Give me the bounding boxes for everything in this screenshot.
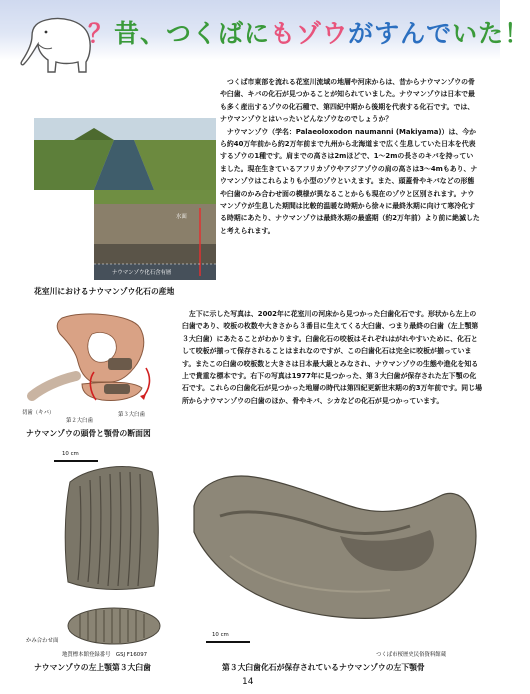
page-number: 14 <box>242 677 254 687</box>
page-title <box>88 14 530 50</box>
title-part: がすんで <box>348 19 453 48</box>
tusk-label: 切歯（キバ） <box>22 410 55 416</box>
intro-paragraph-1: つくば市東部を流れる花室川流域の地層や河床からは、昔からナウマンゾウの骨や臼歯、キバの化石が見つかることが知られていました。ナウマンゾウは日本で最も多く産出するゾウの化石種で、第四紀中期から後期を代表する化石です。では、ナウマンゾウとはいったいどんなゾウなのでしょうか？ <box>220 78 475 124</box>
molar-caption: ナウマンゾウの左上顎第３大臼歯 <box>34 663 151 672</box>
photo-caption: 花室川におけるナウマンゾウ化石の産地 <box>34 287 175 296</box>
registration-number: 地質標本館登録番号 GSJ F16097 <box>62 652 148 658</box>
diagram-caption: ナウマンゾウの頭骨と顎骨の断面図 <box>26 429 151 438</box>
elephant-icon <box>16 14 96 76</box>
scale-label: 10 cm <box>212 632 229 638</box>
fossil-layer-photo <box>94 190 216 280</box>
title-part: 昔、 <box>114 19 167 48</box>
occlusal-photo <box>66 606 162 646</box>
jaw-photo <box>190 466 480 626</box>
molar3-label: 第３大臼歯 <box>118 412 145 418</box>
body-text <box>182 308 482 407</box>
owner-credit: つくば市桜歴史民俗資料館蔵 <box>376 652 447 658</box>
river-photo <box>34 118 216 190</box>
title-part: いた！ <box>452 19 530 48</box>
scale-label: 10 cm <box>62 451 79 457</box>
intro-paragraph-2: ナウマンゾウ（学名：Palaeoloxodon naumanni (Makiyama)）は、今から約40万年前から約2万年前まで九州から北海道まで広く生息していた日本を代表するゾウの1種です。肩までの高さは2mほどで、1〜2mの長さのキバを持っていました。現在生きているアフリカゾウやアジアゾウの肩の高さは3〜4mもあり、ナウマンゾウはこれらよりも小型のゾウといえます。また、頭蓋骨やキバなどの形態や臼歯のかみ合わせ面の模様が異なることからも現在のゾウと区別されます。ナウマンゾウが生息した期間は比較的温暖な時期から徐々に最終氷期に向けて寒冷化する時期にあたり、ナウマンゾウは最終氷期の最盛期（約2万年前）より前に絶滅したと考えられます。 <box>220 127 480 235</box>
molar2-label: 第２大臼歯 <box>66 418 93 424</box>
water-level-label: 水面 <box>176 214 187 220</box>
body-paragraph: 左下に示した写真は、2002年に花室川の河床から見つかった臼歯化石です。形状から左上の臼歯であり、咬板の枚数や大きさから３番目に生えてくる大臼歯、つまり最終の臼歯（左上顎第３大臼歯）にあたることがわかります。臼歯化石の咬板はそれぞれはがれやすいために、化石として咬板が揃って保存されることはまれなのですが、この臼歯化石は完全に咬板が揃っています。またこの臼歯の咬板数と大きさは日本最大級とみなされ、ナウマンゾウの生態や進化を知る上で貴重な標本です。右下の写真は1977年に見つかった、第３大臼歯が保存された左下顎の化石です。これらの臼歯化石が見つかった地層の時代は第四紀更新世末期の約3万年前です。同じ場所からナウマンゾウの臼歯のほか、骨やキバ、シカなどの化石が見つかっています。 <box>182 310 482 405</box>
scale-bar <box>206 641 250 643</box>
title-part: ゾウ <box>296 19 349 48</box>
occlusal-label: かみ合わせ面 <box>26 638 59 644</box>
molar-photo <box>60 462 164 592</box>
jaw-caption: 第３大臼歯化石が保存されているナウマンゾウの左下顎骨 <box>222 663 425 672</box>
skull-diagram <box>22 312 180 406</box>
title-part: つくばに <box>166 19 271 48</box>
title-question-mark: ？ <box>88 19 115 48</box>
intro-text <box>220 76 480 237</box>
fossil-layer-label: ナウマンゾウ化石含有層 <box>112 270 172 276</box>
title-part: も <box>270 19 297 48</box>
